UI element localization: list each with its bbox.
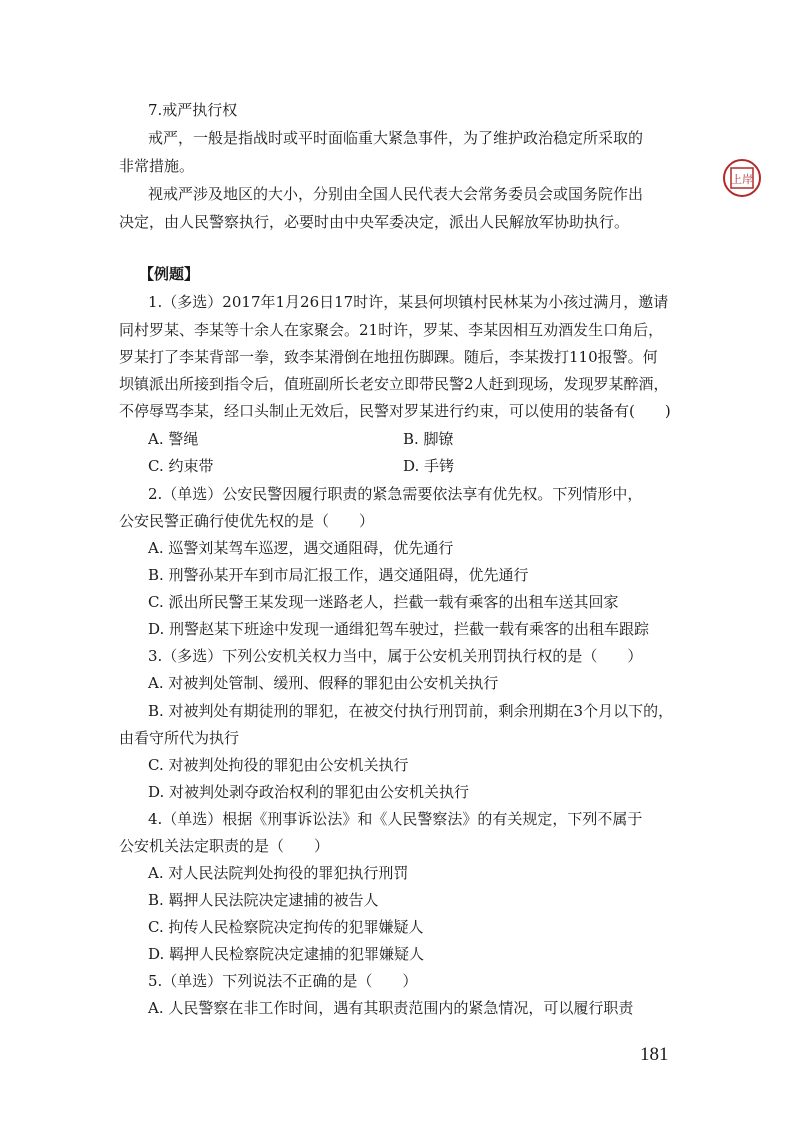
option-b: B. 对被判处有期徒刑的罪犯，在被交付执行刑罚前，剩余刑期在3个月以下的， [148,702,674,720]
paragraph-line: 视戒严涉及地区的大小，分别由全国人民代表大会常务委员会或国务院作出 [148,185,644,203]
option-b: B. 羁押人民法院决定逮捕的被告人 [148,891,379,909]
option-d: D. 手铐 [403,457,455,475]
option-b: B. 脚镣 [403,430,454,448]
paragraph-line: 戒严，一般是指战时或平时面临重大紧急事件，为了维护政治稳定所采取的 [148,129,644,147]
question-line: 4.（单选）根据《刑事诉讼法》和《人民警察法》的有关规定，下列不属于 [148,810,643,828]
option-a: A. 人民警察在非工作时间，遇有其职责范围内的紧急情况，可以履行职责 [148,999,634,1017]
question-line: 5.（单选）下列说法不正确的是（ ） [148,972,418,990]
option-a: A. 对人民法院判处拘役的罪犯执行刑罚 [148,864,409,882]
question-line: 坝镇派出所接到指令后，值班副所长老安立即带民警2人赶到现场，发现罗某醉酒， [119,375,669,393]
option-c: C. 对被判处拘役的罪犯由公安机关执行 [148,756,409,774]
question-line: 罗某打了李某背部一拳，致李某滑倒在地扭伤脚踝。随后，李某拨打110报警。何 [119,348,658,366]
option-d: D. 对被判处剥夺政治权利的罪犯由公安机关执行 [148,783,470,801]
option-c: C. 派出所民警王某发现一迷路老人，拦截一载有乘客的出租车送其回家 [148,593,619,611]
paragraph-line: 决定，由人民警察执行，必要时由中央军委决定，派出人民解放军协助执行。 [119,213,630,231]
seal-logo [722,158,762,198]
option-a: A. 对被判处管制、缓刑、假释的罪犯由公安机关执行 [148,674,499,692]
option-d: D. 羁押人民检察院决定逮捕的犯罪嫌疑人 [148,945,425,963]
option-d: D. 刑警赵某下班途中发现一通缉犯驾车驶过，拦截一载有乘客的出租车跟踪 [148,620,650,638]
question-line: 1.（多选）2017年1月26日17时许，某县何坝镇村民林某为小孩过满月，邀请 [148,293,669,311]
svg-text:上岸: 上岸 [731,173,753,186]
option-b: B. 刑警孙某开车到市局汇报工作，遇交通阻碍，优先通行 [148,566,529,584]
question-line: 公安民警正确行使优先权的是（ ） [119,512,375,530]
option-c: C. 约束带 [148,457,214,475]
page-number: 181 [640,1044,669,1065]
question-line: 同村罗某、李某等十余人在家聚会。21时许，罗某、李某因相互劝酒发生口角后， [119,321,664,339]
section-heading: 7.戒严执行权 [148,101,238,119]
option-c: C. 拘传人民检察院决定拘传的犯罪嫌疑人 [148,918,424,936]
question-line: 3.（多选）下列公安机关权力当中，属于公安机关刑罚执行权的是（ ） [148,647,643,665]
examples-title: 【例题】 [139,265,200,283]
question-line: 不停辱骂李某，经口头制止无效后，民警对罗某进行约束，可以使用的装备有( ) [119,402,671,420]
question-line: 公安机关法定职责的是（ ） [119,837,330,855]
option-b-cont: 由看守所代为执行 [119,729,240,747]
option-a: A. 巡警刘某驾车巡逻，遇交通阻碍，优先通行 [148,539,454,557]
paragraph-line: 非常措施。 [119,157,195,175]
option-a: A. 警绳 [148,430,199,448]
question-line: 2.（单选）公安民警因履行职责的紧急需要依法享有优先权。下列情形中， [148,485,643,503]
